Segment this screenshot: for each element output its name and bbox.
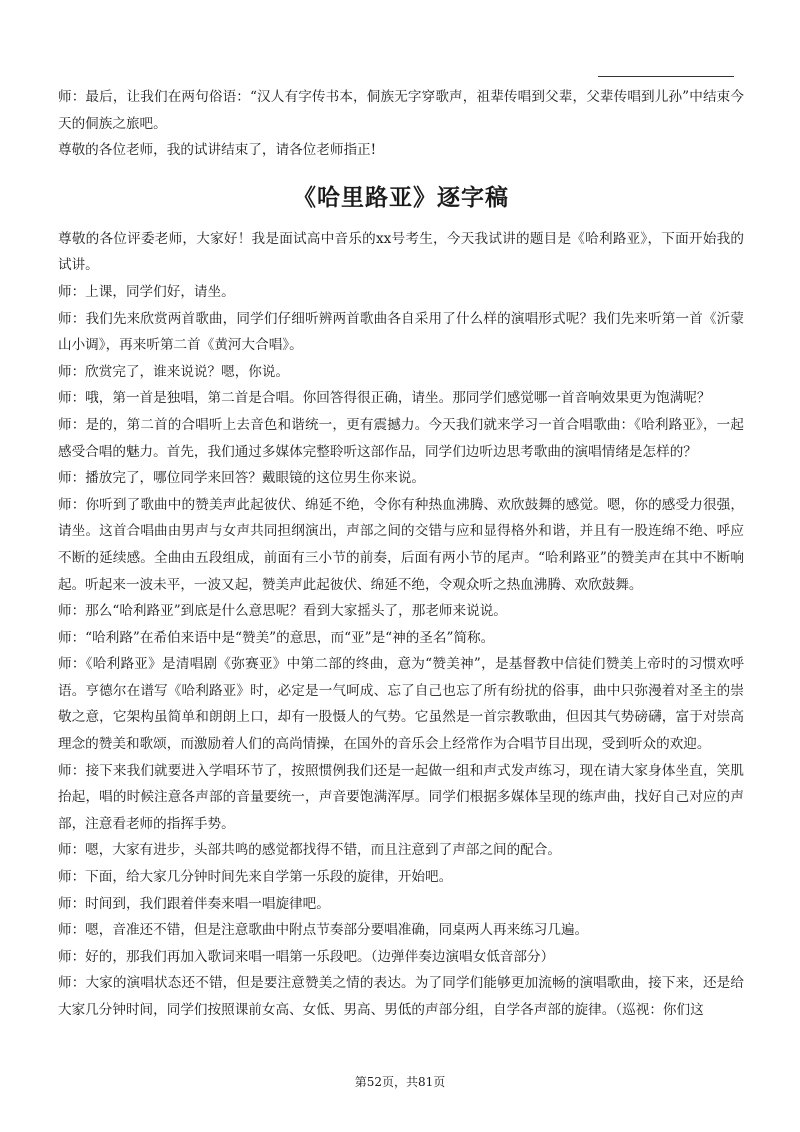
prev-paragraph-2: 尊敬的各位老师，我的试讲结束了，请各位老师指正! (58, 142, 377, 159)
paragraph: 师：大家的演唱状态还不错，但是要注意赞美之情的表达。为了同学们能够更加流畅的演唱歌曲，接下来，还是给大家几分钟时间，同学们按照课前女高、女低、男高、男低的声部分组，自学各声部的旋律。（巡视：你们这 (58, 975, 744, 1018)
paragraph: 师：好的，那我们再加入歌词来唱一唱第一乐段吧。（边弹伴奏边演唱女低音部分） (58, 948, 555, 965)
paragraph: 师：播放完了，哪位同学来回答？戴眼镜的这位男生你来说。 (58, 470, 426, 487)
paragraph: 师：嗯，大家有进步，头部共鸣的感觉都找得不错，而且注意到了声部之间的配合。 (58, 842, 561, 859)
paragraph: 师：你听到了歌曲中的赞美声此起彼伏、绵延不绝，令你有种热血沸腾、欢欣鼓舞的感觉。嗯，你的感受力很强，请坐。这首合唱曲由男声与女声共同担纲演出，声部之间的交错与应和显得格外和谐，并且有一股连绵不绝、呼应不断的延续感。全曲由五段组成，前面有三小节的前奏，后面有两小节的尾声。“哈利路亚”的赞美声在其中不断响起。听起来一波未平，一波又起，赞美声此起彼伏、绵延不绝，令观众听之热血沸腾、欢欣鼓舞。 (58, 496, 744, 593)
page-number-footer: 第52页，共81页 (354, 1075, 446, 1089)
paragraph: 师：嗯，音准还不错，但是注意歌曲中附点节奏部分要唱准确，同桌两人再来练习几遍。 (58, 922, 589, 939)
top-rule (598, 76, 734, 77)
paragraph: 师：欣赏完了，谁来说说？嗯，你说。 (58, 363, 290, 380)
paragraph: 师：我们先来欣赏两首歌曲，同学们仔细听辨两首歌曲各自采用了什么样的演唱形式呢？我们先来听第一首《沂蒙山小调》，再来听第二首《黄河大合唱》。 (58, 310, 744, 354)
paragraph: 师：“哈利路”在希伯来语中是“赞美”的意思，而“亚”是“神的圣名”简称。 (58, 629, 495, 646)
paragraph: 师：那么“哈利路亚”到底是什么意思呢？看到大家摇头了，那老师来说说。 (58, 603, 507, 620)
paragraph: 师：上课，同学们好，请坐。 (58, 283, 235, 300)
page-content (58, 84, 744, 1024)
paragraph: 师：接下来我们就要进入学唱环节了，按照惯例我们还是一起做一组和声式发声练习，现在请大家身体坐直，笑肌抬起，唱的时候注意各声部的音量要统一，声音要饱满浑厚。同学们根据多媒体呈现的练声曲，找好自己对应的声部，注意看老师的指挥手势。 (58, 762, 744, 832)
paragraph: 师：时间到，我们跟着伴奏来唱一唱旋律吧。 (58, 895, 330, 912)
prev-paragraph-1: 师：最后，让我们在两句俗语：“汉人有字传书本，侗族无字穿歌声，祖辈传唱到父辈，父辈传唱到儿孙”中结束今天的侗族之旅吧。 (58, 89, 744, 132)
paragraph: 尊敬的各位评委老师，大家好！我是面试高中音乐的xx号考生，今天我试讲的题目是《哈利路亚》，下面开始我的试讲。 (58, 230, 744, 274)
paragraph: 师：《哈利路亚》是清唱剧《弥赛亚》中第二部的终曲，意为“赞美神”，是基督教中信徒们赞美上帝时的习惯欢呼语。亨德尔在谱写《哈利路亚》时，必定是一气呵成、忘了自己也忘了所有纷扰的俗事，曲中只弥漫着对圣主的崇敬之意，它架构虽简单和朗朗上口，却有一股慑人的气势。它虽然是一首宗教歌曲，但因其气势磅礴，富于对崇高理念的赞美和歌颂，而激励着人们的高尚情操，在国外的音乐会上经常作为合唱节目出现，受到听众的欢迎。 (58, 656, 744, 753)
paragraph: 师：下面，给大家几分钟时间先来自学第一乐段的旋律，开始吧。 (58, 869, 453, 886)
paragraph: 师：哦，第一首是独唱，第二首是合唱。你回答得很正确，请坐。那同学们感觉哪一首音响效果更为饱满呢？ (58, 390, 711, 407)
document-title: 《哈里路亚》逐字稿 (293, 184, 509, 211)
paragraph: 师：是的，第二首的合唱听上去音色和谐统一，更有震撼力。今天我们就来学习一首合唱歌曲：《哈利路亚》，一起感受合唱的魅力。首先，我们通过多媒体完整聆听这部作品，同学们边听边思考歌曲的演唱情绪是怎样的？ (58, 416, 744, 460)
